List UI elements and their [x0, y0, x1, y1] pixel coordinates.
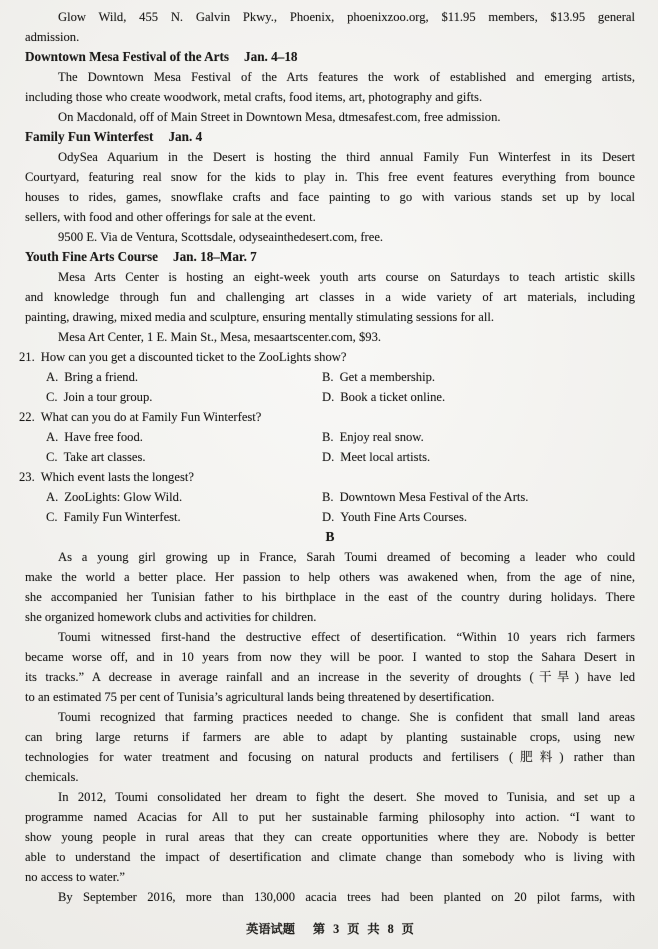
- question-text: Which event lasts the longest?: [40, 470, 194, 484]
- question-22-stem: [19, 407, 635, 427]
- event-date: Jan. 18–Mar. 7: [172, 249, 257, 264]
- passage-b-paragraph-line: show young people in rural areas that they can create opportunities where they are. Nobody is better: [25, 830, 635, 844]
- total-pages: 8: [387, 922, 394, 936]
- page-footer: [25, 919, 635, 939]
- event-venue-line: Mesa Art Center, 1 E. Main St., Mesa, mesaartscenter.com, $93.: [58, 330, 382, 344]
- passage-b-paragraph-line: can bring large returns if farmers are able to adapt by planting sustainable crops, using new: [25, 730, 635, 744]
- event-venue-line: On Macdonald, off of Main Street in Downtown Mesa, dtmesafest.com, free admission.: [58, 110, 501, 124]
- event-title: Downtown Mesa Festival of the Arts: [25, 49, 230, 64]
- zoolights-venue-line: Glow Wild, 455 N. Galvin Pkwy., Phoenix, phoenixzoo.org, $11.95 members, $13.95 general: [58, 10, 635, 24]
- passage-b-paragraph-line: its tracks.” A decrease in average rainfall and an increase in the severity of droughts (干旱) have led: [25, 670, 635, 684]
- question-number: 21.: [19, 350, 35, 364]
- passage-b-paragraph-line: became worse off, and in 10 years from now they will be poor. I wanted to stop the Sahara Desert in: [25, 650, 635, 664]
- option-label: C.: [46, 450, 58, 464]
- passage-b-paragraph-line: In 2012, Toumi consolidated her dream to fight the desert. She moved to Tunisia, and set up a: [58, 790, 635, 804]
- question-text: How can you get a discounted ticket to the ZooLights show?: [40, 350, 347, 364]
- page-word-prefix: 第: [312, 922, 326, 936]
- option-text: Enjoy real snow.: [339, 430, 424, 444]
- option-c: [46, 507, 322, 527]
- option-b: [322, 487, 635, 507]
- question-23-options: [25, 487, 635, 527]
- passage-b-paragraph-line: she organized homework clubs and activities for children.: [25, 610, 317, 624]
- option-text: Bring a friend.: [64, 370, 139, 384]
- question-21-stem: [19, 347, 635, 367]
- event-date: Jan. 4: [168, 129, 203, 144]
- option-d: [322, 387, 635, 407]
- passage-b-paragraph-line: By September 2016, more than 130,000 acacia trees had been planted on 20 pilot farms, with: [58, 890, 635, 904]
- page-number: 3: [333, 922, 340, 936]
- option-c: [46, 447, 322, 467]
- option-a: [46, 427, 322, 447]
- option-label: C.: [46, 390, 58, 404]
- passage-b-paragraph-line: able to understand the impact of desertification and climate change than somebody who is living with: [25, 850, 635, 864]
- passage-b-paragraph-line: Toumi recognized that farming practices needed to change. She is confident that small land areas: [58, 710, 635, 724]
- option-c: [46, 387, 322, 407]
- passage-b-paragraph-line: she accompanied her Tunisian father to his birthplace in the east of the country during holidays. There: [25, 590, 635, 604]
- event-description-line: Mesa Arts Center is hosting an eight-week youth arts course on Saturdays to teach artistic skills: [58, 270, 635, 284]
- passage-b-paragraph-line: make the world a better place. Her passion to help others was awakened when, from the age of nine,: [25, 570, 635, 584]
- passage-b-paragraph-line: Toumi witnessed first-hand the destructive effect of desertification. “Within 10 years rich farmers: [58, 630, 635, 644]
- passage-b-paragraph-line: technologies for water treatment and focusing on natural products and fertilisers (肥料) rather than: [25, 750, 635, 764]
- option-label: C.: [46, 510, 58, 524]
- option-text: Join a tour group.: [63, 390, 153, 404]
- option-label: B.: [322, 430, 334, 444]
- event-description-line: including those who create woodwork, metal crafts, food items, art, photography and gifts.: [25, 90, 483, 104]
- passage-b-paragraph-line: chemicals.: [25, 770, 79, 784]
- event-description-line: sellers, with food and other offerings for sale at the event.: [25, 210, 316, 224]
- option-label: D.: [322, 390, 335, 404]
- section-b-label: B: [325, 529, 335, 544]
- option-d: [322, 507, 635, 527]
- option-text: Family Fun Winterfest.: [63, 510, 181, 524]
- event-description-line: houses to rides, games, snowflake crafts and face painting to go with various stands set up by local: [25, 190, 635, 204]
- event-description-line: painting, drawing, mixed media and sculpture, ensuring mentally stimulating sessions for all.: [25, 310, 495, 324]
- question-number: 22.: [19, 410, 35, 424]
- question-23-stem: [19, 467, 635, 487]
- option-text: ZooLights: Glow Wild.: [64, 490, 183, 504]
- option-d: [322, 447, 635, 467]
- event-venue-line: 9500 E. Via de Ventura, Scottsdale, odyseainthedesert.com, free.: [58, 230, 384, 244]
- option-text: Get a membership.: [339, 370, 436, 384]
- option-label: A.: [46, 430, 59, 444]
- option-text: Downtown Mesa Festival of the Arts.: [339, 490, 529, 504]
- option-label: D.: [322, 450, 335, 464]
- event-title: Family Fun Winterfest: [25, 129, 154, 144]
- question-text: What can you do at Family Fun Winterfest?: [40, 410, 262, 424]
- event-description-line: The Downtown Mesa Festival of the Arts features the work of established and emerging artists,: [58, 70, 635, 84]
- option-b: [322, 367, 635, 387]
- option-text: Meet local artists.: [340, 450, 431, 464]
- option-label: B.: [322, 490, 334, 504]
- option-text: Have free food.: [64, 430, 143, 444]
- event-heading-family-fun-winterfest: [25, 127, 635, 147]
- option-label: D.: [322, 510, 335, 524]
- option-text: Youth Fine Arts Courses.: [340, 510, 468, 524]
- event-description-line: Courtyard, featuring real snow for the kids to play in. This free event features everything from bounce: [25, 170, 635, 184]
- doc-title: 英语试题: [246, 922, 295, 936]
- option-label: A.: [46, 490, 59, 504]
- question-22-options: [25, 427, 635, 467]
- option-a: [46, 367, 322, 387]
- zoolights-venue-line: admission.: [25, 30, 80, 44]
- passage-b-paragraph-line: programme named Acacias for All to put her sustainable farming philosophy into action. “I want to: [25, 810, 635, 824]
- passage-b-paragraph-line: As a young girl growing up in France, Sarah Toumi dreamed of becoming a leader who could: [58, 550, 635, 564]
- event-description-line: OdySea Aquarium in the Desert is hosting the third annual Family Fun Winterfest in its Desert: [58, 150, 635, 164]
- passage-b-paragraph-line: to an estimated 75 per cent of Tunisia’s agricultural lands being threatened by desertification.: [25, 690, 495, 704]
- total-word-prefix: 共: [367, 922, 380, 936]
- passage-b-paragraph-line: no access to water.”: [25, 870, 126, 884]
- option-a: [46, 487, 322, 507]
- option-b: [322, 427, 635, 447]
- option-text: Take art classes.: [63, 450, 146, 464]
- total-word-unit: 页: [401, 922, 414, 936]
- event-title: Youth Fine Arts Course: [25, 249, 158, 264]
- event-description-line: and knowledge through fun and challenging art classes in a wide variety of art materials, including: [25, 290, 635, 304]
- event-date: Jan. 4–18: [244, 49, 298, 64]
- question-number: 23.: [19, 470, 35, 484]
- option-label: B.: [322, 370, 334, 384]
- option-text: Book a ticket online.: [340, 390, 446, 404]
- event-heading-youth-fine-arts-course: [25, 247, 635, 267]
- option-label: A.: [46, 370, 59, 384]
- page-word-unit: 页: [347, 922, 360, 936]
- question-21-options: [25, 367, 635, 407]
- exam-page: [19, 7, 635, 939]
- event-heading-downtown-mesa: [25, 47, 635, 67]
